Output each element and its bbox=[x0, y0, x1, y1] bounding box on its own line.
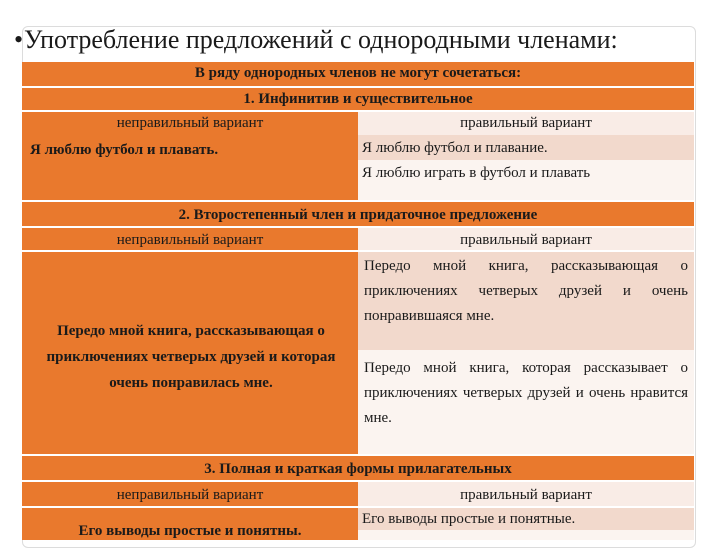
section-2-header bbox=[22, 202, 694, 226]
section-1-col-wrong bbox=[22, 112, 358, 135]
section-3-wrong-cell bbox=[22, 508, 358, 540]
section-1-right-text-2: Я люблю играть в футбол и плавать bbox=[362, 165, 591, 181]
table-header-main bbox=[22, 62, 694, 86]
section-1-right-cell-2 bbox=[358, 160, 694, 200]
table-header-main-text: В ряду однородных членов не могут сочетаться: bbox=[194, 65, 522, 81]
section-2-col-right-text: правильный вариант bbox=[460, 232, 592, 248]
section-2-col-right bbox=[358, 228, 694, 250]
title-text: Употребление предложений с однородными членами: bbox=[24, 25, 618, 54]
section-3-right-text-1: Его выводы простые и понятные. bbox=[362, 511, 576, 527]
section-1-col-right-text: правильный вариант bbox=[460, 115, 592, 131]
section-1-wrong-cell bbox=[22, 135, 358, 200]
section-1-right-cell-1 bbox=[358, 135, 694, 160]
section-3-col-right-text: правильный вариант bbox=[460, 487, 592, 503]
section-2-col-wrong-text: неправильный вариант bbox=[116, 232, 264, 248]
section-2-header-text: 2. Второстепенный член и придаточное предложение bbox=[178, 207, 538, 223]
section-3-col-wrong-text: неправильный вариант bbox=[116, 487, 264, 503]
section-1-wrong-text: Я люблю футбол и плавать. bbox=[30, 142, 219, 158]
section-3-col-right bbox=[358, 482, 694, 506]
section-3-col-wrong bbox=[22, 482, 358, 506]
section-3-header bbox=[22, 456, 694, 480]
slide-title bbox=[14, 20, 704, 60]
section-3-right-cell-2 bbox=[358, 530, 694, 540]
section-2-wrong-cell bbox=[22, 252, 358, 454]
section-2-wrong-text: Передо мной книга, рассказывающая о приключениях четверых друзей и которая очень понравилась мне. bbox=[46, 323, 336, 391]
section-1-col-right bbox=[358, 112, 694, 135]
section-1-header bbox=[22, 88, 694, 110]
section-2-right-text-1: Передо мной книга, рассказывающая о приключениях четверых друзей и очень понравившаяся мне. bbox=[364, 258, 688, 324]
section-3-header-text: 3. Полная и краткая формы прилагательных bbox=[204, 461, 512, 477]
section-2-right-text-2: Передо мной книга, которая рассказывает о приключениях четверых друзей и очень нравится мне. bbox=[364, 360, 688, 426]
section-3-right-cell-1 bbox=[358, 508, 694, 530]
section-2-right-cell-2 bbox=[358, 350, 694, 454]
section-3-wrong-text: Его выводы простые и понятны. bbox=[78, 523, 302, 539]
section-2-col-wrong bbox=[22, 228, 358, 250]
section-1-col-wrong-text: неправильный вариант bbox=[116, 115, 264, 131]
bullet-icon: • bbox=[14, 25, 24, 54]
section-1-header-text: 1. Инфинитив и существительное bbox=[243, 91, 473, 107]
section-2-right-cell-1 bbox=[358, 252, 694, 350]
section-1-right-text-1: Я люблю футбол и плавание. bbox=[362, 140, 548, 156]
